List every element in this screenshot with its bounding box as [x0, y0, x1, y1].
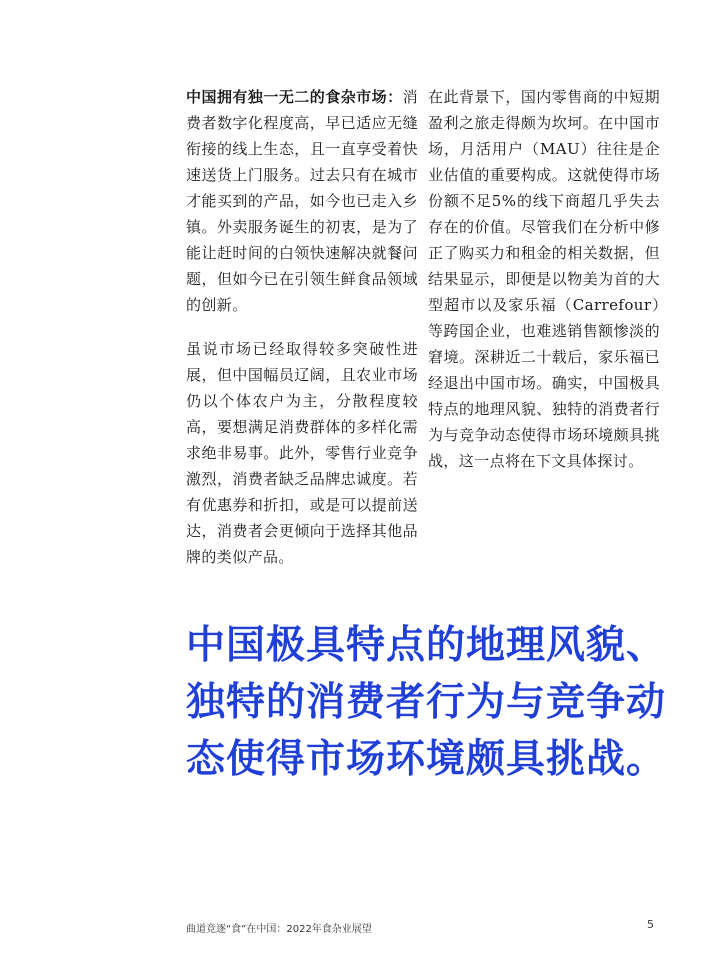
right-paragraph-1: 在此背景下，国内零售商的中短期盈利之旅走得颇为坎坷。在中国市场，月活用户（MAU）往往是企业估值的重要构成。这就使得市场份额不足5%的线下商超几乎失去存在的价值。尽管我们在分析中修正了购买力和租金的相关数据，但结果显示，即便是以物美为首的大型超市以及家乐福（Carrefour）等跨国企业，也难逃销售额惨淡的窘境。深耕近二十载后，家乐福已经退出中国市场。确实，中国极具特点的地理风貌、独特的消费者行为与竞争动态使得市场环境颇具挑战，这一点将在下文具体探讨。 — [428, 88, 660, 470]
left-paragraph-2: 虽说市场已经取得较多突破性进展，但中国幅员辽阔，且农业市场仍以个体农户为主，分散程度较高，要想满足消费群体的多样化需求绝非易事。此外，零售行业竞争激烈，消费者缺乏品牌忠诚度。若有优惠券和折扣，或是可以提前送达，消费者会更倾向于选择其他品牌的类似产品。 — [186, 340, 418, 566]
pull-quote: 中国极具特点的地理风貌、独特的消费者行为与竞争动态使得市场环境颇具挑战。 — [186, 622, 667, 782]
left-paragraph-1-body: 消费者数字化程度高，早已适应无缝衔接的线上生态，且一直享受着快速送货上门服务。过去只有在城市才能买到的产品，如今也已走入乡镇。外卖服务诞生的初衷，是为了能让赶时间的白领快速解决就餐问题，但如今已在引领生鲜食品领域的创新。 — [186, 88, 418, 314]
right-column — [428, 84, 660, 492]
left-paragraph-1 — [186, 84, 418, 318]
left-column — [186, 84, 418, 588]
page-number: 5 — [647, 918, 654, 931]
lead-heading: 中国拥有独一无二的食杂市场： — [186, 88, 403, 106]
footer-title: 曲道竞逐“食”在中国：2022年食杂业展望 — [186, 924, 372, 935]
